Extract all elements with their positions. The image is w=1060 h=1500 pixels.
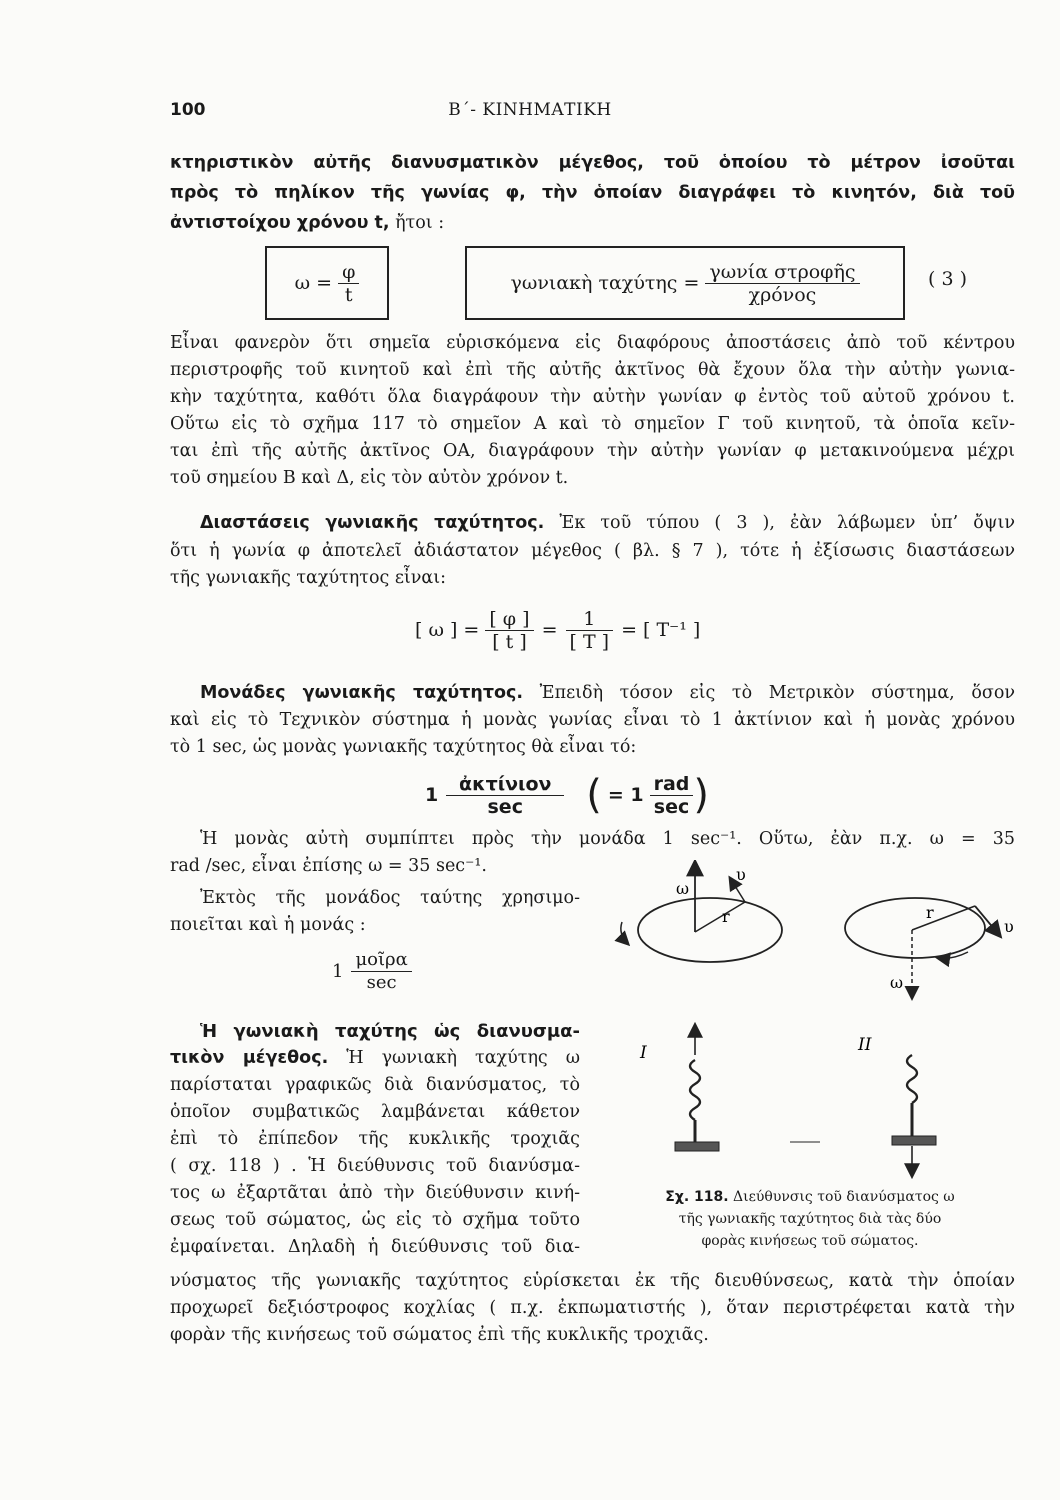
units-formula-one: 1	[425, 784, 439, 806]
units-formula-den2: sec	[653, 795, 690, 818]
dimensions-line-3: τῆς γωνιακῆς ταχύτητος εἶναι:	[170, 568, 446, 588]
vector-line-4: ὁποῖον συμβατικῶς λαμβάνεται κάθετον	[170, 1102, 580, 1122]
dim-formula-frac1	[485, 608, 533, 653]
formula-av-den: χρόνος	[748, 283, 817, 306]
label-r-2: r	[926, 903, 934, 922]
units-formula-paren-open: (	[586, 772, 602, 818]
vector-line-3: παρίσταται γραφικῶς διὰ διανύσματος, τὸ	[170, 1075, 580, 1095]
label-omega-2: ω	[890, 973, 904, 992]
vector-line-7: τος ω ἐξαρτᾶται ἀπὸ τὴν διεύθυνσιν κινή-	[170, 1183, 580, 1203]
units-formula-eq-one: = 1	[607, 784, 644, 806]
label-omega-1: ω	[676, 879, 690, 898]
para1-line-6: τοῦ σημείου Β καὶ Δ, εἰς τὸν αὐτὸν χρόνον t.	[170, 468, 569, 488]
radius-left	[695, 902, 745, 932]
corkscrew-left-helix	[690, 1060, 700, 1120]
intro-line-2: πρὸς τὸ πηλίκον τῆς γωνίας φ, τὴν ὁποίαν διαγράφει τὸ κινητόν, διὰ τοῦ	[170, 183, 1015, 203]
vector-line-5: ἐπὶ τὸ ἐπίπεδον τῆς κυκλικῆς τροχιᾶς	[170, 1129, 580, 1149]
para1-line-1: Εἶναι φανερὸν ὅτι σημεῖα εὑρισκόμενα εἰς διαφόρους ἀποστάσεις ἀπὸ τοῦ κέντρου	[170, 333, 1015, 353]
units-line-7: ποιεῖται καὶ ἡ μονάς :	[170, 915, 366, 935]
vector-tail-line-1: νύσματος τῆς γωνιακῆς ταχύτητος εὑρίσκεται ἐκ τῆς διευθύνσεως, κατὰ τὴν ὁποίαν	[170, 1271, 1015, 1291]
vector-line-8: σεως τοῦ σώματος, ὡς εἰς τὸ σχῆμα τοῦτο	[170, 1210, 580, 1230]
vector-heading-line-1: Ἡ γωνιακὴ ταχύτης ὡς διανυσμα-	[200, 1021, 580, 1042]
dim-formula-den1: [ t ]	[492, 630, 527, 653]
formula-box-angular-velocity	[465, 246, 905, 320]
degree-formula-frac	[351, 949, 411, 994]
units-formula-num: ἀκτίνιον	[446, 773, 564, 796]
dim-formula-den2: [ T ]	[569, 630, 610, 653]
units-line-1	[200, 680, 1015, 707]
formula-box-omega	[265, 246, 389, 320]
para1-line-2: περιστροφῆς τοῦ κινητοῦ καὶ ἐπὶ τῆς αὐτῆς ἀκτῖνος θὰ ἔχουν ὅλα τὴν αὐτὴν γωνια-	[170, 360, 1015, 380]
caption-number: Σχ. 118.	[665, 1189, 729, 1205]
degree-formula-den: sec	[366, 971, 397, 993]
dim-formula-num2: 1	[566, 608, 614, 631]
intro-line-1: κτηριστικὸν αὐτῆς διανυσματικὸν μέγεθος, τοῦ ὁποίου τὸ μέτρον ἰσοῦται	[170, 153, 1015, 173]
formula-omega-num: φ	[338, 261, 359, 284]
label-r-1: r	[722, 907, 730, 926]
label-v-2: υ	[1004, 917, 1014, 936]
dimensions-line-1-rest: Ἐκ τοῦ τύπου ( 3 ), ἐὰν λάβωμεν ὑπ’ ὄψιν	[544, 513, 1015, 533]
orbit-left	[638, 898, 782, 962]
formula-av-num: γωνία στροφῆς	[705, 261, 859, 284]
caption-line-2: τῆς γωνιακῆς ταχύτητος διὰ τὰς δύο	[678, 1211, 942, 1227]
equation-number: ( 3 )	[928, 268, 967, 290]
caption-line-3: φορὰς κινήσεως τοῦ σώματος.	[701, 1233, 919, 1249]
dim-formula-rhs: = [ T⁻¹ ]	[621, 619, 701, 641]
intro-line-3-bold: ἀντιστοίχου χρόνου t,	[170, 213, 390, 233]
dim-formula-eq2: =	[541, 619, 558, 641]
vector-line-6: ( σχ. 118 ) . Ἡ διεύθυνσις τοῦ διανύσμα-	[170, 1156, 580, 1176]
corkscrew-right-handle	[892, 1136, 936, 1145]
dim-formula-frac2	[566, 608, 614, 653]
vector-line-9: ἐμφαίνεται. Δηλαδὴ ἡ διεύθυνσις τοῦ δια-	[170, 1237, 580, 1257]
page-number: 100	[170, 100, 206, 120]
dimension-formula	[415, 602, 700, 658]
vector-tail-line-2: προχωρεῖ δεξιόστροφος κοχλίας ( π.χ. ἐκπωματιστής ), ὅταν περιστρέφεται κατὰ τὴν	[170, 1298, 1015, 1318]
figure-118	[600, 860, 1020, 1180]
units-line-1-rest: Ἐπειδὴ τόσον εἰς τὸ Μετρικὸν σύστημα, ὅσον	[523, 683, 1015, 703]
caption-line-1	[600, 1186, 1020, 1208]
corkscrew-right	[790, 1035, 936, 1176]
figure-caption	[600, 1186, 1020, 1252]
formula-omega-lhs: ω =	[294, 272, 333, 294]
dim-formula-num1: [ φ ]	[485, 608, 533, 631]
intro-line-3-rest: ἤτοι :	[389, 213, 445, 233]
units-degree-formula	[332, 946, 412, 996]
para1-line-3: κὴν ταχύτητα, καθότι ὅλα διαγράφουν τὴν αὐτὴν γωνίαν φ ἐντὸς τοῦ αὐτοῦ χρόνου t.	[170, 387, 1015, 407]
vector-line-2-rest: Ἡ γωνιακὴ ταχύτης ω	[328, 1048, 580, 1068]
dimensions-line-1	[200, 510, 1015, 537]
caption-line-1-text: Διεύθυνσις τοῦ διανύσματος ω	[728, 1189, 955, 1205]
velocity-arrow-right	[975, 906, 1000, 936]
units-formula-paren-close: )	[693, 772, 710, 818]
formula-av-fraction	[705, 261, 859, 306]
units-formula-frac2	[650, 773, 694, 818]
label-v-1: υ	[736, 865, 746, 884]
formula-av-lhs: γωνιακὴ ταχύτης =	[510, 272, 700, 294]
units-formula-num2: rad	[650, 773, 694, 796]
label-II: II	[858, 1035, 872, 1055]
vector-line-2	[170, 1045, 580, 1072]
corkscrew-left-handle	[675, 1142, 719, 1151]
dimensions-heading: Διαστάσεις γωνιακῆς ταχύτητος.	[200, 513, 545, 533]
dimensions-line-2: ὅτι ἡ γωνία φ ἀποτελεῖ ἀδιάστατον μέγεθος ( βλ. § 7 ), τότε ἡ ἐξίσωσις διαστάσεων	[170, 541, 1015, 561]
units-line-2: καὶ εἰς τὸ Τεχνικὸν σύστημα ἡ μονὰς γωνίας εἶναι τὸ 1 ἀκτίνιον καὶ ἡ μονὰς χρόνου	[170, 710, 1015, 730]
units-line-5: rad /sec, εἶναι ἐπίσης ω = 35 sec⁻¹.	[170, 856, 487, 876]
dim-formula-lhs: [ ω ] =	[415, 619, 480, 641]
intro-line-3	[170, 210, 1015, 237]
orbit-right	[845, 898, 985, 958]
disc-right	[845, 898, 1014, 998]
corkscrew-left	[639, 1025, 719, 1151]
rotation-arrow-left	[621, 922, 628, 944]
corkscrew-right-helix	[907, 1055, 917, 1103]
degree-formula-num: μοῖρα	[351, 949, 411, 972]
units-formula	[425, 767, 709, 823]
formula-omega-fraction	[338, 261, 359, 306]
units-line-4: Ἡ μονὰς αὐτὴ συμπίπτει πρὸς τὴν μονάδα 1 sec⁻¹. Οὕτω, ἐὰν π.χ. ω = 35	[200, 829, 1015, 849]
vector-heading-line-2: τικὸν μέγεθος.	[170, 1048, 329, 1068]
formula-omega-den: t	[344, 283, 353, 306]
para1-line-5: ται ἐπὶ τῆς αὐτῆς ἀκτῖνος ΟΑ, διαγράφουν τὴν αὐτὴν γωνίαν φ μετακινούμενα μέχρι	[170, 441, 1015, 461]
units-heading: Μονάδες γωνιακῆς ταχύτητος.	[200, 683, 524, 703]
degree-formula-one: 1	[332, 960, 344, 982]
units-line-3: τὸ 1 sec, ὡς μονὰς γωνιακῆς ταχύτητος θὰ εἶναι τό:	[170, 737, 637, 757]
running-head: Β΄- ΚΙΝΗΜΑΤΙΚΗ	[448, 100, 612, 120]
para1-line-4: Οὕτω εἰς τὸ σχῆμα 117 τὸ σημεῖον Α καὶ τὸ σημεῖον Γ τοῦ κινητοῦ, τὰ ὁποῖα κεῖν-	[170, 414, 1015, 434]
units-formula-den: sec	[487, 795, 523, 818]
units-line-6: Ἐκτὸς τῆς μονάδος ταύτης χρησιμο-	[200, 888, 580, 908]
vector-tail-line-3: φορὰν τῆς κινήσεως τοῦ σώματος ἐπὶ τῆς κυκλικῆς τροχιᾶς.	[170, 1325, 709, 1345]
radius-right	[912, 906, 975, 930]
disc-left	[621, 862, 782, 962]
units-formula-frac1	[446, 773, 564, 818]
label-I: I	[640, 1043, 647, 1063]
